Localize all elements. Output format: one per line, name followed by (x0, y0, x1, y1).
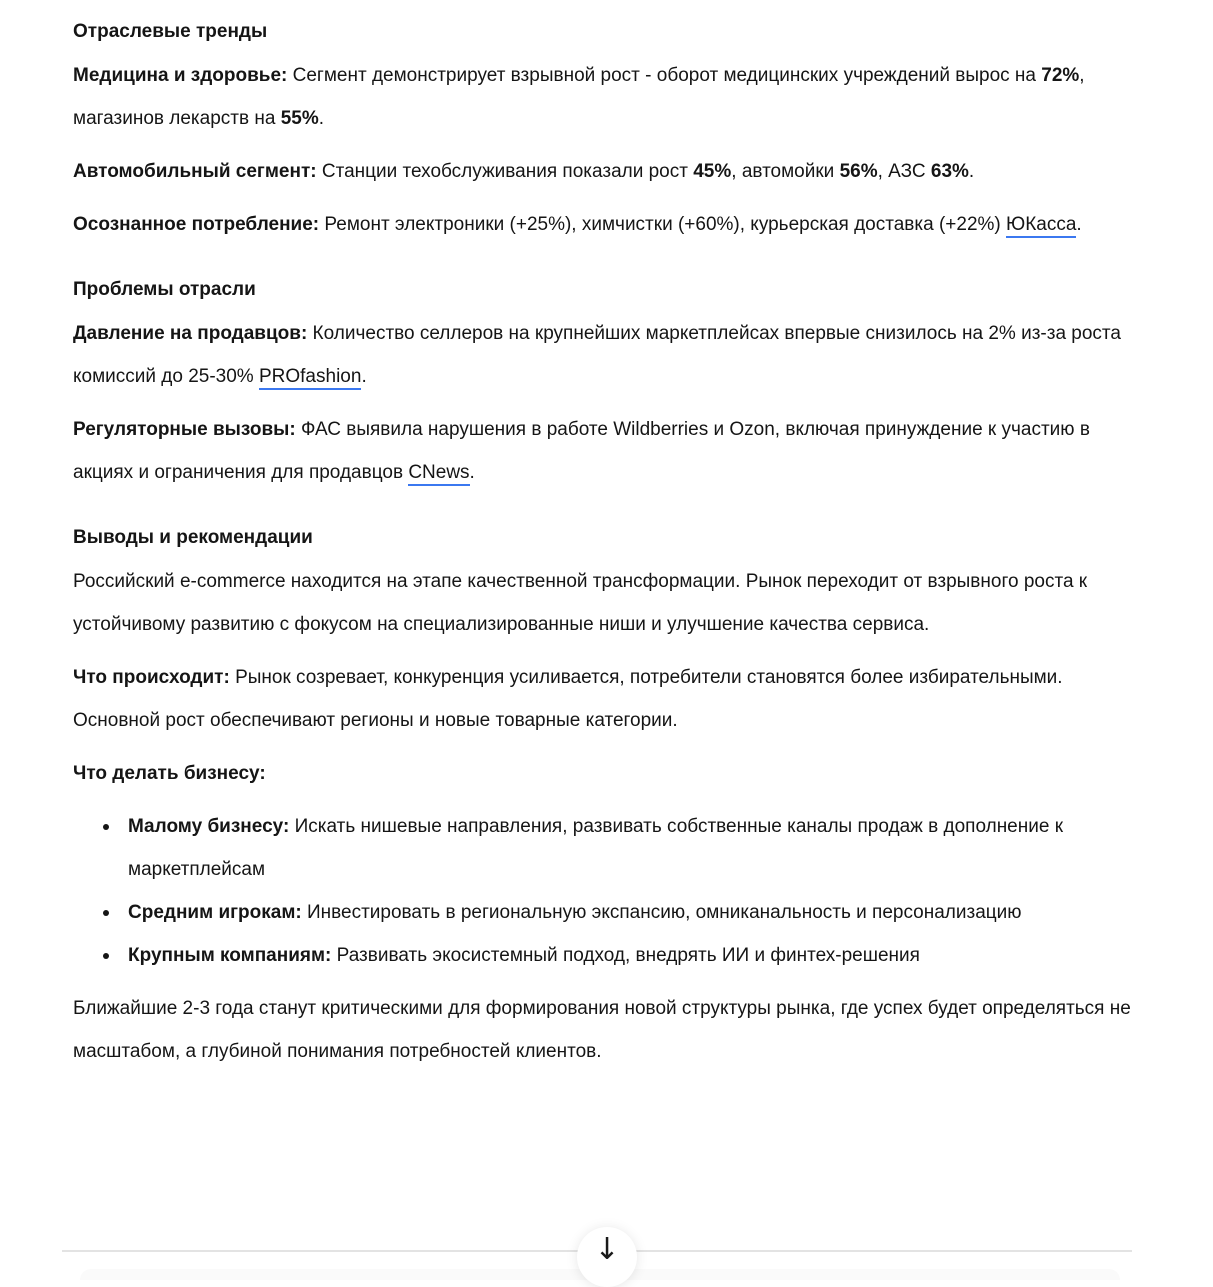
link-profashion[interactable]: PROfashion (259, 366, 361, 390)
bold-text: Средним игрокам: (128, 902, 302, 923)
paragraph-medicine-health (73, 54, 1143, 140)
section-heading-industry-problems: Проблемы отрасли (73, 279, 256, 300)
bold-text: Малому бизнесу: (128, 816, 290, 837)
bold-text: Давление на продавцов: (73, 323, 308, 344)
text-run: . (469, 462, 475, 483)
link-yookassa[interactable]: ЮКасса (1006, 214, 1076, 238)
section-heading-conclusions: Выводы и рекомендации (73, 527, 313, 548)
bold-text: 55% (280, 108, 319, 129)
bold-text: 45% (693, 161, 732, 182)
list-item-large-companies (128, 934, 1143, 977)
text-run: Искать нишевые направления, развивать собственные каналы продаж в дополнение к маркетплейсам (128, 816, 1064, 880)
text-run: Инвестировать в региональную экспансию, омниканальность и персонализацию (301, 902, 1022, 923)
text-run: . (318, 108, 324, 129)
paragraph-whats-happening (73, 656, 1143, 742)
bold-text: Медицина и здоровье: (73, 65, 288, 86)
link-cnews[interactable]: CNews (408, 462, 469, 486)
text-run: Ремонт электроники (+25%), химчистки (+60%), курьерская доставка (+22%) (319, 214, 1007, 235)
text-run: Развивать экосистемный подход, внедрять ИИ и финтех-решения (331, 945, 920, 966)
paragraph-final-outlook: Ближайшие 2-3 года станут критическими для формирования новой структуры рынка, где успех будет определяться не масштабом, а глубиной понимания потребностей клиентов. (73, 998, 1131, 1062)
text-run: . (361, 366, 367, 387)
paragraph-automotive (73, 150, 1143, 193)
bold-text: Регуляторные вызовы: (73, 419, 296, 440)
text-run: , автомойки (731, 161, 840, 182)
text-run: Станции техобслуживания показали рост (316, 161, 694, 182)
text-run: , АЗС (877, 161, 931, 182)
paragraph-transformation-intro: Российский e-commerce находится на этапе качественной трансформации. Рынок переходит от взрывного роста к устойчивому развитию с фокусом на специализированные ниши и улучшение качества сервиса. (73, 571, 1088, 635)
scroll-to-bottom-button[interactable] (577, 1227, 637, 1287)
assistant-message (73, 0, 1143, 1083)
bold-text: Осознанное потребление: (73, 214, 320, 235)
text-run: Сегмент демонстрирует взрывной рост - оборот медицинских учреждений вырос на (287, 65, 1042, 86)
down-arrow-icon: ↓ (594, 1232, 620, 1267)
bold-text: Что происходит: (73, 667, 230, 688)
list-item-mid-players (128, 891, 1143, 934)
text-run: ФАС выявила нарушения в работе Wildberries и Ozon, включая принуждение к участию в акциях и ограничения для продавцов (73, 419, 1090, 483)
paragraph-seller-pressure (73, 312, 1143, 398)
bold-text: Автомобильный сегмент: (73, 161, 317, 182)
text-run: Рынок созревает, конкуренция усиливается, потребители становятся более избирательными. Основной рост обеспечивают регионы и новые товарные категории. (73, 667, 1063, 731)
recommendations-list (73, 805, 1143, 977)
text-run: Количество селлеров на крупнейших маркетплейсах впервые снизилось на 2% из-за роста комиссий до 25-30% (73, 323, 1121, 387)
text-run: . (968, 161, 975, 182)
text-run: . (1076, 214, 1082, 235)
paragraph-conscious-consumption (73, 203, 1143, 246)
bold-text: 72% (1041, 65, 1080, 86)
text-run: , магазинов лекарств на (73, 65, 1085, 129)
paragraph-regulatory-challenges (73, 408, 1143, 494)
list-item-small-business (128, 805, 1143, 891)
section-heading-industry-trends: Отраслевые тренды (73, 21, 268, 42)
bold-text: Крупным компаниям: (128, 945, 332, 966)
paragraph-what-to-do-heading: Что делать бизнесу: (73, 763, 266, 784)
bold-text: 63% (930, 161, 969, 182)
bold-text: 56% (839, 161, 878, 182)
